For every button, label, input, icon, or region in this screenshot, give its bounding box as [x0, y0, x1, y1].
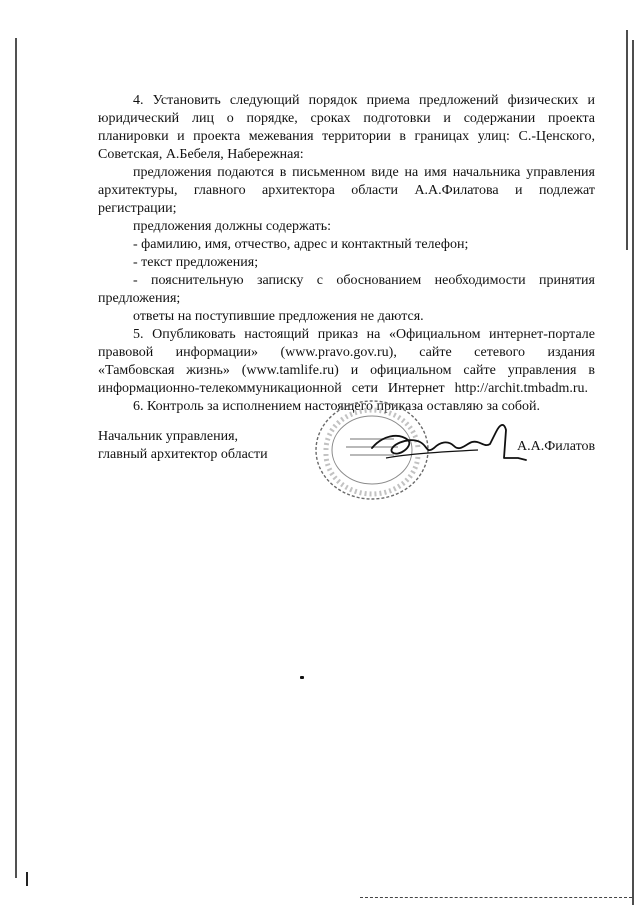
p4-line-7: регистрации;: [98, 201, 177, 216]
p4-line-6: архитектуры, главного архитектора области А.А.Филатова и подлежат: [98, 183, 595, 198]
p4-line-1: 4. Установить следующий порядок приема предложений физических и: [133, 93, 595, 108]
p5-line-3: «Тамбовская жизнь» (www.tamlife.ru) и официальном сайте управления в: [98, 363, 595, 378]
p4-line-12: предложения;: [98, 291, 181, 306]
signatory-name: А.А.Филатов: [517, 439, 596, 454]
p4-line-11: - пояснительную записку с обоснованием необходимости принятия: [133, 273, 595, 288]
signatory-title-line-2: главный архитектор области: [98, 447, 268, 462]
p4-line-4: Советская, А.Бебеля, Набережная:: [98, 147, 304, 162]
p5-line-1: 5. Опубликовать настоящий приказ на «Официальном интернет-портале: [133, 327, 595, 342]
p4-line-3: планировки и проекта межевания территории в границах улиц: С.-Ценского,: [98, 129, 595, 144]
p4-line-8: предложения должны содержать:: [133, 219, 331, 234]
scan-edge-right: [626, 30, 628, 250]
signatory-title-line-1: Начальник управления,: [98, 429, 239, 444]
p4-line-2: юридический лиц о порядке, сроках подготовки и содержании проекта: [98, 111, 595, 126]
scan-mark: [26, 872, 28, 886]
p4-line-10: - текст предложения;: [133, 255, 259, 270]
p6-line-1: 6. Контроль за исполнением настоящего приказа оставляю за собой.: [133, 399, 541, 414]
p4-line-9: - фамилию, имя, отчество, адрес и контактный телефон;: [133, 237, 469, 252]
scan-edge-bottom: [360, 897, 632, 899]
scan-speck: [300, 676, 304, 679]
p5-line-2: правовой информации» (www.pravo.gov.ru), сайте сетевого издания: [98, 345, 595, 360]
scan-edge-left: [15, 38, 17, 878]
p4-line-13: ответы на поступившие предложения не даются.: [133, 309, 424, 324]
handwritten-signature: [368, 418, 528, 470]
scan-edge-right-outer: [632, 40, 634, 905]
p5-line-4: информационно-телекоммуникационной сети Интернет http://archit.tmbadm.ru.: [98, 381, 588, 396]
p4-line-5: предложения подаются в письменном виде на имя начальника управления: [133, 165, 595, 180]
